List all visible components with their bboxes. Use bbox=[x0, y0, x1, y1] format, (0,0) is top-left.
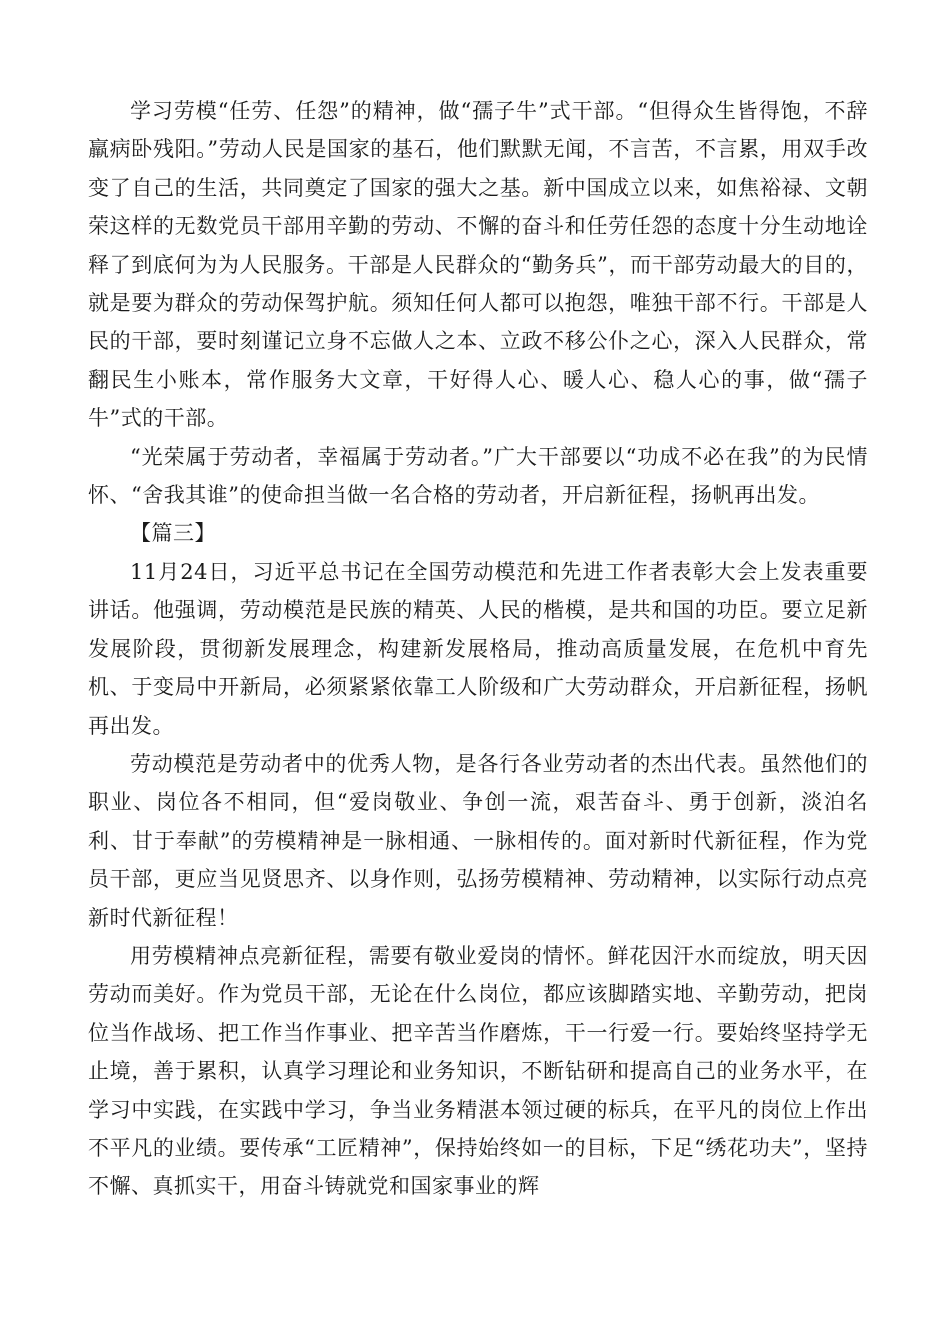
document-body bbox=[88, 92, 868, 1206]
section-heading: 【篇三】 bbox=[130, 521, 216, 546]
paragraph-3: 11月24日，习近平总书记在全国劳动模范和先进工作者表彰大会上发表重要讲话。他强调，劳动模范是民族的精英、人民的楷模，是共和国的功臣。要立足新发展阶段，贯彻新发展理念，构建新发展格局，推动高质量发展，在危机中育先机、于变局中开新局，必须紧紧依靠工人阶级和广大劳动群众，开启新征程，扬帆再出发。 bbox=[88, 559, 868, 738]
paragraph-5: 用劳模精神点亮新征程，需要有敬业爱岗的情怀。鲜花因汗水而绽放，明天因劳动而美好。作为党员干部，无论在什么岗位，都应该脚踏实地、辛勤劳动，把岗位当作战场、把工作当作事业、把辛苦当作磨炼，干一行爱一行。要始终坚持学无止境，善于累积，认真学习理论和业务知识，不断钻研和提高自己的业务水平，在学习中实践，在实践中学习，争当业务精湛本领过硬的标兵，在平凡的岗位上作出不平凡的业绩。要传承“工匠精神”，保持始终如一的目标，下足“绣花功夫”，坚持不懈、真抓实干，用奋斗铸就党和国家事业的辉 bbox=[88, 943, 868, 1199]
paragraph-1: 学习劳模“任劳、任怨”的精神，做“孺子牛”式干部。“但得众生皆得饱，不辞羸病卧残阳。”劳动人民是国家的基石，他们默默无闻，不言苦，不言累，用双手改变了自己的生活，共同奠定了国家的强大之基。新中国成立以来，如焦裕禄、文朝荣这样的无数党员干部用辛勤的劳动、不懈的奋斗和任劳任怨的态度十分生动地诠释了到底何为为人民服务。干部是人民群众的“勤务兵”，而干部劳动最大的目的，就是要为群众的劳动保驾护航。须知任何人都可以抱怨，唯独干部不行。干部是人民的干部，要时刻谨记立身不忘做人之本、立政不移公仆之心，深入人民群众，常翻民生小账本，常作服务大文章，干好得人心、暖人心、稳人心的事，做“孺子牛”式的干部。 bbox=[88, 99, 868, 431]
paragraph-2: “光荣属于劳动者，幸福属于劳动者。”广大干部要以“功成不必在我”的为民情怀、“舍我其谁”的使命担当做一名合格的劳动者，开启新征程，扬帆再出发。 bbox=[88, 444, 868, 508]
paragraph-4: 劳动模范是劳动者中的优秀人物，是各行各业劳动者的杰出代表。虽然他们的职业、岗位各不相同，但“爱岗敬业、争创一流，艰苦奋斗、勇于创新，淡泊名利、甘于奉献”的劳模精神是一脉相通、一脉相传的。面对新时代新征程，作为党员干部，更应当见贤思齐、以身作则，弘扬劳模精神、劳动精神，以实际行动点亮新时代新征程！ bbox=[88, 751, 868, 930]
